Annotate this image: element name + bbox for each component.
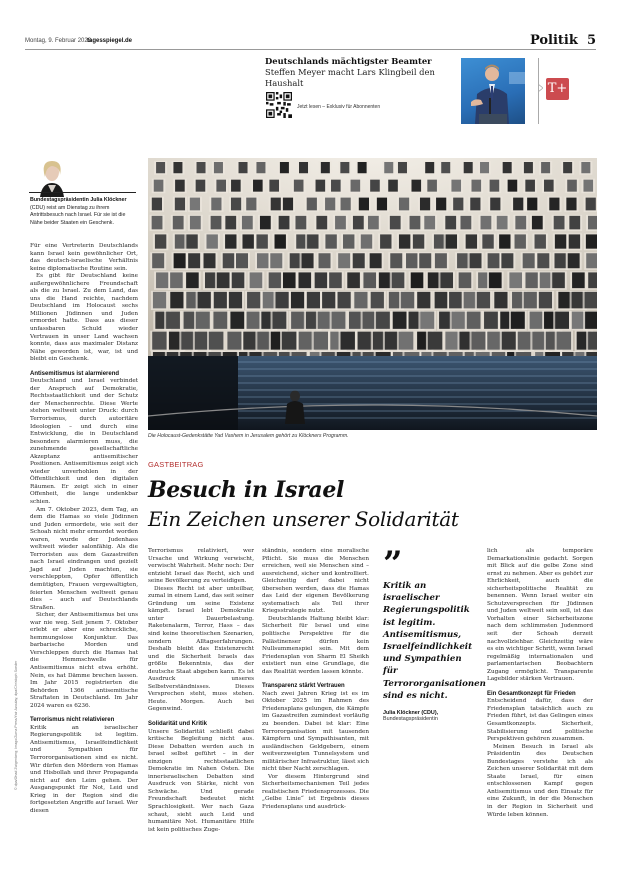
- paragraph: Vor diesem Hintergrund sind Sicherheitsmechanismen Teil jedes realistischen Friedensprozesses. Die „Gelbe Linie“ ist Ergebnis dieses Friedensplans und ausdrück-: [262, 773, 369, 810]
- issue-date: Montag, 9. Februar 2026: [25, 38, 92, 44]
- chevron-right-icon: [538, 84, 543, 92]
- teaser-box[interactable]: [265, 56, 445, 110]
- kloeckner-portrait: [30, 157, 74, 197]
- article-kicker: GASTBEITRAG: [148, 460, 204, 469]
- yad-vashem-photo: [148, 158, 597, 430]
- paragraph: Meinen Besuch in Israel als Präsidentin des Deutschen Bundestages verstehe ich als Zeichen unserer Solidarität mit dem Staate Israel, für einen entschlossenen Kampf gegen Antisemitismus und den Einsatz für eine Zukunft, in der die Menschen in der Region in Sicherheit und Würde leben können.: [487, 743, 593, 818]
- photo-credit: © dpa/Ohad Zwigenberg; Imago/Zuma Press/Yair Azoulay; dpa/Christoph Soeder: [14, 660, 18, 790]
- page-number: 5: [586, 33, 596, 48]
- teaser-subtitle[interactable]: Steffen Meyer macht Lars Klingbeil den Haushalt: [265, 67, 435, 88]
- teaser-title[interactable]: Deutschlands mächtigster Beamter: [265, 56, 432, 66]
- article-column-1: [30, 243, 138, 815]
- section-title: [530, 33, 596, 48]
- hall-of-names-image: [148, 158, 597, 430]
- article-headline: Besuch in Israel: [148, 477, 345, 503]
- photo-caption: Die Holocaust-Gedenkstätte Yad Vashem in Jerusalem gehört zu Klöckners Programm.: [148, 433, 349, 439]
- quote-mark-icon: ”: [383, 544, 403, 584]
- subscribe-link[interactable]: Jetzt lesen – Exklusiv für Abonnenten: [297, 104, 381, 110]
- paragraph: Nach zwei Jahren Krieg ist es im Oktober 2025 im Rahmen des Friedensplans gelungen, die Kämpfe im Gazastreifen zumindest vorläufig zu beenden. Dabei ist klar: Eine Terrororganisation mit tausenden Kämpfern und Sympathisanten, mit ausländischen Geldgebern, einem weitverzweigten Tunnelsystem und militärischer Infrastruktur, lässt sich nicht über Nacht zerschlagen.: [262, 690, 369, 773]
- paragraph: Entscheidend dafür, dass der Friedensplan tatsächlich auch zu Frieden führt, ist das Gelingen eines Gesamtkonzepts. Sicherheit, Stabilisierung und politische Perspektiven gehören zusammen.: [487, 698, 593, 743]
- portrait-caption-name: Bundestagspräsidentin Julia Klöckner: [30, 197, 127, 203]
- portrait-caption-text: (CDU) reist am Dienstag zu ihrem Antrittsbesuch nach Israel. Für sie ist die Nähe beider Staaten ein Geschenk.: [30, 204, 126, 226]
- portrait-divider: [29, 192, 136, 193]
- paragraph: Sicher, der Antisemitismus bei uns war nie weg. Seit jenem 7. Oktober erlebt er aber eine schreckliche, hemmungslose Konjunktur. Das barbarische Morden und Verschleppen durch die Hamas hat die Hemmschwelle für Antisemitismus nicht etwa erhöht. Nein, es hat Dämme brechen lassen. Im Jahr 2015 registrierten die Behörden 1366 antisemitische Straftaten in Deutschland. Im Jahr 2024 waren es 6236.: [30, 612, 138, 709]
- portrait-caption: [30, 197, 138, 227]
- paragraph: Kritik an israelischer Regierungspolitik ist legitim. Antisemitismus, Israelfeindlichkeit und Sympathien für Terrororganisationen sind es nicht. Wir dürfen den Mördern von Hamas und Hisbollah und ihrer Propaganda nicht auf den Leim gehen. Der Ausgangspunkt für Not, Leid und Krieg in der Region sind die fortgesetzten Angriffe auf Israel. Wer diesen: [30, 724, 138, 814]
- paragraph: Deutschland und Israel verbindet der Anspruch auf Demokratie, Rechtsstaatlichkeit und der Schutz der Menschenrechte. Diese Werte stehen weltweit unter Druck: durch Terrorismus, durch autoritäre Ideologien – und durch eine Entwicklung, die in Deutschland besonders alarmieren muss, die zunehmende gesellschaftliche Akzeptanz antisemitischer Positionen. Antisemitismus zeigt sich wieder unverhohlen in der Öffentlichkeit und den digitalen Räumen. Er zeigt sich in einer Offenheit, die lange undenkbar schien.: [30, 378, 138, 505]
- article-column-2: [148, 548, 254, 834]
- qr-code-icon[interactable]: [266, 92, 292, 118]
- paragraph: Deutschlands Haltung bleibt klar: Sicherheit für Israel und eine politische Perspektive für die Palästinenser dürfen kein Nullsummenspiel sein. Mit dem Friedensplan von Sharm El Sheikh existiert nun eine Grundlage, die das Realität werden lassen könnte.: [262, 615, 369, 675]
- paragraph: Dieses Recht ist aber unteilbar, zumal in einem Land, das seit seiner Gründung um seine Existenz kämpft. Israel lebt Demokratie unter Dauerbelastung. Raketenalarm, Terror, Hass – das sind keine theoretischen Szenarien, sondern Alltagserfahrungen. Deshalb bleibt das Existenzrecht und die Sicherheit Israels das größte Bekenntnis, das der deutsche Staat abgeben kann. Es ist Ausdruck unseres Selbstverständnisses. Dieses Versprechen steht, muss stehen. Heute. Morgen. Auch bei Gegenwind.: [148, 585, 254, 713]
- article-subheadline: Ein Zeichen unserer Solidarität: [148, 507, 459, 531]
- site-link[interactable]: tagesspiegel.de: [87, 38, 133, 44]
- tplus-badge[interactable]: T+: [546, 78, 569, 100]
- man-at-podium-image: [461, 58, 525, 124]
- page-header: [25, 33, 596, 49]
- quote-author: Julia Klöckner (CDU),: [383, 710, 439, 717]
- paragraph: ständnis, sondern eine moralische Pflicht. Sie muss die Menschen erreichen, weil sie Menschen sind – ausreichend, sicher und kontrolliert. Gleichzeitig darf dabei nicht übersehen werden, dass die Hamas das Leid der eigenen Bevölkerung systematisch als Teil ihrer Kriegsstrategie nutzt.: [262, 548, 369, 615]
- section-heading: Terrorismus nicht relativieren: [30, 717, 115, 724]
- paragraph: Am 7. Oktober 2023, dem Tag, an dem die Hamas so viele Jüdinnen und Juden ermordete, wie seit der Schoah nicht mehr ermordet worden waren, wurde der Judenhass weltweit wieder salonfähig. Als die Terroristen aus dem Gazastreifen nach Israel eindrangen und gezielt Jagd auf Juden machten, sie verschleppten, Opfer öffentlich demütigten, Frauen vergewaltigten, feierten Menschen weltweit genau dies – auch auf Deutschlands Straßen.: [30, 506, 138, 611]
- header-divider: [25, 49, 596, 50]
- article-column-3: [262, 548, 369, 812]
- paragraph: Terrorismus relativiert, wer Ursache und Wirkung verwischt, verwischt Wahrheit. Mehr noch: Der entzieht Israel das Recht, sich und seine Bevölkerung zu verteidigen.: [148, 548, 254, 585]
- section-heading: Solidarität und Kritik: [148, 721, 208, 728]
- pull-quote: [383, 544, 486, 723]
- paragraph: lich als temporäre Demarkationslinie gedacht. Sorgen mit Blick auf die gelbe Zone sind ernst zu nehmen. Aber es gehört zur Ehrlichkeit, auch die sicherheitspolitische Realität zu benennen. Wenn Israel weiter ein Schutzversprechen für Jüdinnen und Juden weltweit sein soll, ist das Vorhalten einer Sicherheitszone nach dem schlimmsten Judenmord seit der Schoah derzeit nachvollziehbar. Gleichzeitig wäre es ein wichtiger Schritt, wenn Israel regelmäßig internationalen und parlamentarischen Beobachtern Zugang ermöglicht. Transparente Lagebilder stärken Vertrauen.: [487, 548, 593, 683]
- section-heading: Antisemitismus ist alarmierend: [30, 370, 120, 377]
- paragraph: Unsere Solidarität schließt dabei kritische Begleitung nicht aus. Diese Debatten werden auch in Israel selbst geführt – in der einzigen rechtsstaatlichen Demokratie im Nahen Osten. Die innerisraelischen Debatten sind Ausdruck von Stärke, nicht von Schwäche. Und gerade Freundschaft bedeutet nicht Sprachlosigkeit. Wer nach Gaza schaut, sieht auch Leid und humanitäre Not. Humanitäre Hilfe ist kein politisches Zuge-: [148, 728, 254, 833]
- quote-text: Kritik an israelischer Regierungspolitik ist legitim. Antisemitismus, Israelfeindlichkeit und Sympathien für Terrororganisationen sind es nicht.: [383, 581, 486, 701]
- teaser-photo[interactable]: [461, 58, 525, 124]
- section-name: Politik: [529, 33, 578, 48]
- section-heading: Ein Gesamtkonzept für Frieden: [487, 690, 576, 697]
- paragraph: Es gibt für Deutschland keine außergewöhnlichere Freundschaft als die zu Israel. Zu dem Land, das uns die Hand reichte, nachdem Deutschland im Holocaust sechs Millionen Jüdinnen und Juden ermordet hatte. Dass aus dieser unfassbaren Schuld wieder Vertrauen in unser Land wachsen konnte, dass aus maximaler Distanz Nähe geworden ist, war, ist und bleibt ein Geschenk.: [30, 273, 138, 363]
- article-column-5: [487, 548, 593, 819]
- paragraph: Für eine Vertreterin Deutschlands kann Israel kein gewöhnlicher Ort, das deutsch-israelische Verhältnis keine diplomatische Routine sein.: [30, 243, 138, 272]
- quote-role: Bundestagspräsidentin: [383, 716, 438, 723]
- section-heading: Transparenz stärkt Vertrauen: [262, 683, 345, 690]
